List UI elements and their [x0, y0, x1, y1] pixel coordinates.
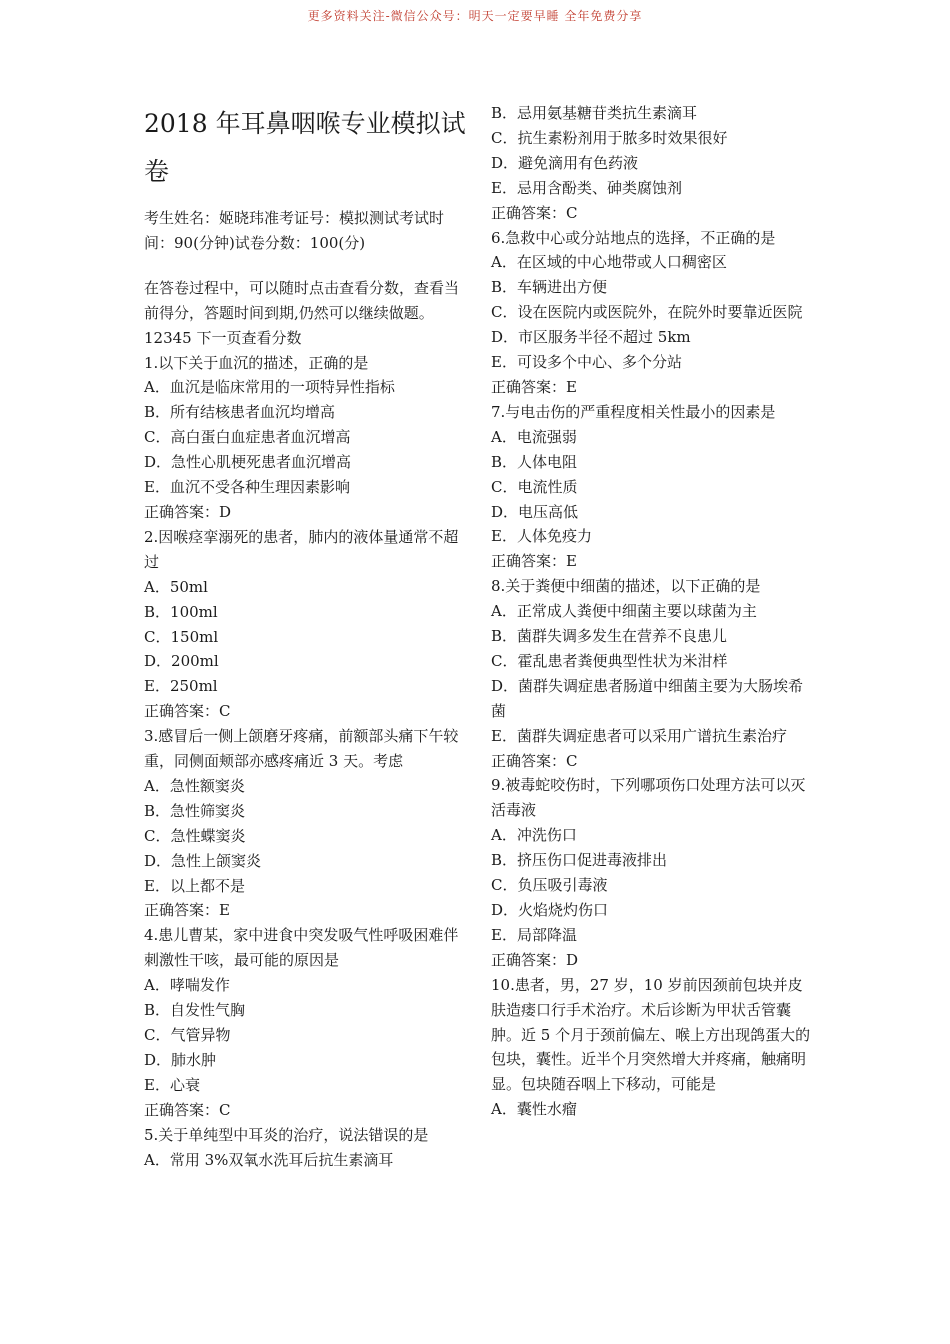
exam-info: 考生姓名：姬晓玮准考证号：模拟测试考试时间：90(分钟)试卷分数：100(分) [144, 209, 445, 252]
option-line: E．局部降温 [491, 925, 577, 944]
question-line: 1.以下关于血沉的描述，正确的是 [144, 353, 369, 372]
option-line: A．电流强弱 [491, 427, 577, 446]
answer-line: 正确答案：C [144, 702, 231, 721]
option-line: E．菌群失调症患者可以采用广谱抗生素治疗 [491, 726, 787, 745]
left-column [144, 100, 466, 1172]
answer-line: 正确答案：D [144, 502, 232, 521]
option-line: B．所有结核患者血沉均增高 [144, 403, 336, 422]
header-banner: 更多资料关注-微信公众号：明天一定要早睡 全年免费分享 [307, 9, 643, 23]
option-line: C．抗生素粉剂用于脓多时效果很好 [491, 128, 728, 147]
pager-link[interactable]: 12345 下一页查看分数 [144, 328, 302, 347]
option-line: A．血沉是临床常用的一项特异性指标 [144, 378, 395, 397]
option-line: E．心衰 [144, 1075, 200, 1094]
option-line: A．正常成人粪便中细菌主要以球菌为主 [491, 602, 757, 621]
answer-line: 正确答案：E [491, 377, 577, 396]
answer-line: 正确答案：D [491, 950, 579, 969]
option-line: C．设在医院内或医院外，在院外时要靠近医院 [491, 303, 803, 322]
option-line: C．高白蛋白血症患者血沉增高 [144, 428, 351, 447]
option-line: D．避免滴用有色药液 [491, 153, 639, 172]
option-line: D．火焰烧灼伤口 [491, 901, 609, 919]
answer-line: 正确答案：C [491, 203, 578, 222]
option-line: B．忌用氨基糖苷类抗生素滴耳 [491, 104, 698, 122]
option-line: A．50ml [144, 577, 208, 596]
option-line: D．菌群失调症患者肠道中细菌主要为大肠埃希菌 [491, 676, 804, 720]
option-line: B．人体电阻 [491, 452, 578, 471]
option-line: D．电压高低 [491, 502, 579, 521]
spacer [144, 256, 466, 276]
right-question-list [491, 101, 813, 1122]
option-line: B．100ml [144, 602, 218, 621]
option-line: C．霍乱患者粪便典型性状为米泔样 [491, 651, 728, 670]
right-column [491, 101, 813, 1122]
option-line: A．冲洗伤口 [491, 826, 577, 845]
answer-line: 正确答案：C [491, 751, 578, 770]
option-line: D．急性心肌梗死患者血沉增高 [144, 453, 352, 472]
question-line: 3.感冒后一侧上颌磨牙疼痛，前额部头痛下午较重，同侧面颊部亦感疼痛近 3 天。考虑 [144, 727, 459, 771]
option-line: E．可设多个中心、多个分站 [491, 353, 682, 372]
option-line: E．以上都不是 [144, 876, 245, 895]
question-line: 5.关于单纯型中耳炎的治疗，说法错误的是 [144, 1125, 429, 1144]
option-line: A．囊性水瘤 [491, 1100, 577, 1119]
question-line: 9.被毒蛇咬伤时，下列哪项伤口处理方法可以灭活毒液 [491, 776, 806, 820]
answer-line: 正确答案：E [491, 552, 577, 571]
left-question-list [144, 351, 466, 1173]
option-line: A．在区域的中心地带或人口稠密区 [491, 253, 727, 272]
answer-line: 正确答案：C [144, 1100, 231, 1119]
option-line: C．150ml [144, 627, 219, 646]
option-line: C．电流性质 [491, 477, 578, 496]
option-line: A．常用 3%双氧水洗耳后抗生素滴耳 [144, 1150, 394, 1169]
question-line: 8.关于粪便中细菌的描述，以下正确的是 [491, 577, 761, 596]
notice-text: 在答卷过程中，可以随时点击查看分数，查看当前得分，答题时间到期,仍然可以继续做题。 [144, 278, 460, 322]
question-line: 2.因喉痉挛溺死的患者，肺内的液体量通常不超过 [144, 527, 459, 571]
option-line: B．车辆进出方便 [491, 278, 608, 297]
question-line: 6.急救中心或分站地点的选择，不正确的是 [491, 228, 776, 247]
page-title: 2018 年耳鼻咽喉专业模拟试卷 [144, 109, 466, 186]
option-line: C．急性蝶窦炎 [144, 826, 246, 845]
option-line: D．市区服务半径不超过 5km [491, 328, 691, 347]
option-line: C．负压吸引毒液 [491, 876, 608, 895]
question-line: 4.患儿曹某，家中进食中突发吸气性呼吸困难伴刺激性干咳，最可能的原因是 [144, 926, 459, 970]
option-line: E．人体免疫力 [491, 527, 592, 546]
option-line: D．200ml [144, 652, 219, 671]
option-line: A．哮喘发作 [144, 976, 230, 995]
option-line: E．250ml [144, 677, 218, 696]
option-line: B．挤压伤口促进毒液排出 [491, 851, 668, 870]
option-line: E．血沉不受各种生理因素影响 [144, 478, 350, 497]
question-line: 10.患者，男，27 岁，10 岁前因颈前包块并皮肤造瘘口行手术治疗。术后诊断为甲状舌管囊肿。近 5 个月于颈前偏左、喉上方出现鸽蛋大的包块，囊性。近半个月突然增大并疼痛，触痛明显。包块随吞咽上下移动，可能是 [491, 975, 811, 1094]
option-line: D．急性上颌窦炎 [144, 851, 262, 870]
option-line: E．忌用含酚类、砷类腐蚀剂 [491, 178, 682, 197]
option-line: B．自发性气胸 [144, 1001, 246, 1020]
question-line: 7.与电击伤的严重程度相关性最小的因素是 [491, 402, 776, 421]
option-line: B．菌群失调多发生在营养不良患儿 [491, 627, 728, 646]
option-line: A．急性额窦炎 [144, 776, 245, 795]
option-line: C．气管异物 [144, 1026, 231, 1044]
option-line: D．肺水肿 [144, 1050, 217, 1069]
answer-line: 正确答案：E [144, 901, 230, 920]
option-line: B．急性筛窦炎 [144, 801, 246, 820]
